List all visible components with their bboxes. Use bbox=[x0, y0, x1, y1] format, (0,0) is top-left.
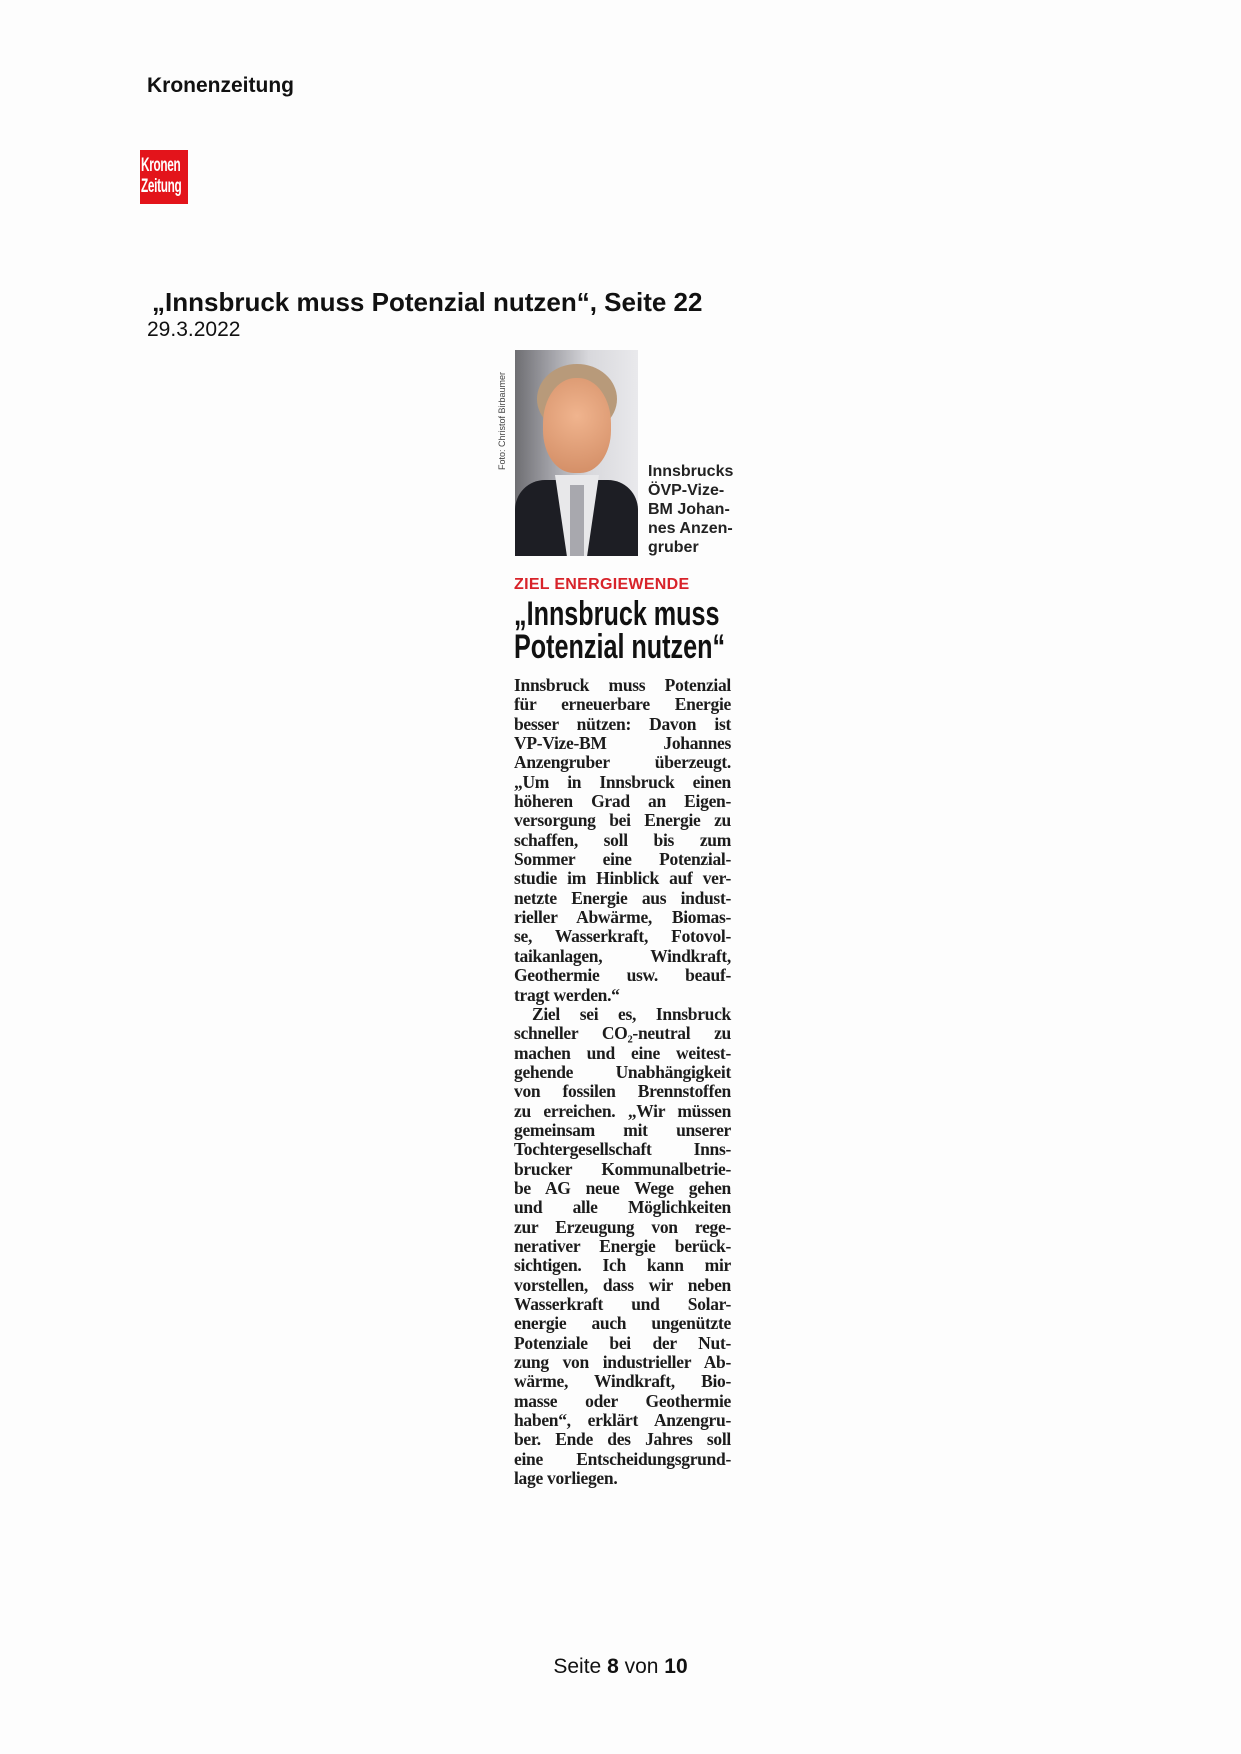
headline-line: Potenzial nutzen“ bbox=[514, 628, 726, 666]
article-headline bbox=[514, 595, 726, 666]
body-line: Wasserkraft und Solar- bbox=[514, 1294, 731, 1314]
page-prefix: Seite bbox=[553, 1655, 602, 1678]
body-line: Ziel sei es, Innsbruck bbox=[532, 1003, 731, 1024]
photo-caption bbox=[648, 462, 733, 557]
article-kicker: ZIEL ENERGIEWENDE bbox=[514, 576, 690, 593]
body-line: masse oder Geothermie bbox=[514, 1390, 731, 1411]
body-line: gehende Unabhängigkeit bbox=[514, 1061, 731, 1082]
caption-line: BM Johan- bbox=[648, 501, 730, 518]
body-line: für erneuerbare Energie bbox=[514, 694, 731, 715]
page-number bbox=[0, 1655, 1241, 1679]
body-line: Geothermie usw. beauf- bbox=[514, 965, 731, 986]
headline-line: „Innsbruck muss bbox=[514, 595, 720, 633]
body-line: schaffen, soll bis zum bbox=[514, 829, 731, 850]
body-line: wärme, Windkraft, Bio- bbox=[514, 1371, 731, 1392]
total-pages: 10 bbox=[664, 1655, 688, 1678]
body-line: Sommer eine Potenzial- bbox=[514, 849, 731, 870]
body-line: vorstellen, dass wir neben bbox=[514, 1274, 731, 1295]
body-line: zung von industrieller Ab- bbox=[514, 1352, 731, 1373]
document-title: „Innsbruck muss Potenzial nutzen“, Seite 22 bbox=[152, 287, 703, 317]
body-line: besser nützen: Davon ist bbox=[514, 713, 731, 734]
photo-tie bbox=[570, 485, 584, 556]
photo-credit bbox=[496, 352, 510, 472]
caption-line: Innsbrucks bbox=[648, 463, 734, 480]
page-middle: von bbox=[624, 1655, 659, 1678]
body-line: netzte Energie aus indust- bbox=[514, 887, 731, 908]
caption-line: ÖVP-Vize- bbox=[648, 482, 725, 499]
logo-line: Kronen bbox=[141, 155, 181, 176]
body-line: Tochtergesellschaft Inns- bbox=[514, 1139, 731, 1160]
body-line: se, Wasserkraft, Fotovol- bbox=[514, 926, 731, 947]
caption-line: gruber bbox=[648, 539, 699, 556]
photo-face bbox=[543, 378, 611, 473]
body-line: zur Erzeugung von rege- bbox=[514, 1216, 731, 1237]
body-line: versorgung bei Energie zu bbox=[514, 810, 731, 831]
kronen-zeitung-logo bbox=[140, 150, 188, 204]
document-date: 29.3.2022 bbox=[147, 318, 241, 341]
body-line: zu erreichen. „Wir müssen bbox=[514, 1100, 731, 1121]
body-line: sichtigen. Ich kann mir bbox=[514, 1255, 731, 1276]
body-line: machen und eine weitest- bbox=[514, 1042, 731, 1063]
source-name: Kronenzeitung bbox=[147, 74, 294, 97]
body-line: von fossilen Brennstoffen bbox=[514, 1081, 731, 1102]
portrait-photo bbox=[515, 350, 638, 556]
body-line: brucker Kommunalbetrie- bbox=[514, 1158, 731, 1179]
body-line: eine Entscheidungsgrund- bbox=[514, 1448, 731, 1469]
photo-credit-text: Foto: Christof Birbaumer bbox=[497, 371, 507, 470]
body-line: lage vorliegen. bbox=[514, 1468, 618, 1489]
body-line: Anzengruber überzeugt. bbox=[514, 752, 731, 773]
body-line: nerativer Energie berück- bbox=[514, 1235, 731, 1256]
current-page: 8 bbox=[607, 1655, 619, 1678]
body-line: energie auch ungenützte bbox=[514, 1313, 731, 1334]
body-line: studie im Hinblick auf ver- bbox=[514, 868, 731, 889]
article-body bbox=[514, 676, 731, 1488]
body-line: ber. Ende des Jahres soll bbox=[514, 1429, 731, 1450]
body-line: gemeinsam mit unserer bbox=[514, 1119, 731, 1140]
body-line: rieller Abwärme, Biomas- bbox=[514, 907, 731, 928]
body-line: haben“, erklärt Anzengru- bbox=[514, 1410, 731, 1431]
caption-line: nes Anzen- bbox=[648, 520, 733, 537]
body-line: Innsbruck muss Potenzial bbox=[514, 675, 731, 695]
body-line: und alle Möglichkeiten bbox=[514, 1197, 731, 1218]
body-line: höheren Grad an Eigen- bbox=[514, 791, 731, 812]
body-line: Potenziale bei der Nut- bbox=[514, 1332, 731, 1353]
logo-line: Zeitung bbox=[141, 176, 182, 197]
body-line: tragt werden.“ bbox=[514, 984, 620, 1005]
body-line: VP-Vize-BM Johannes bbox=[514, 733, 731, 754]
body-line: taikanlagen, Windkraft, bbox=[514, 945, 731, 966]
body-line: „Um in Innsbruck einen bbox=[514, 771, 731, 792]
body-line: schneller CO₂-neutral zu bbox=[514, 1023, 731, 1044]
body-line: be AG neue Wege gehen bbox=[514, 1177, 731, 1198]
